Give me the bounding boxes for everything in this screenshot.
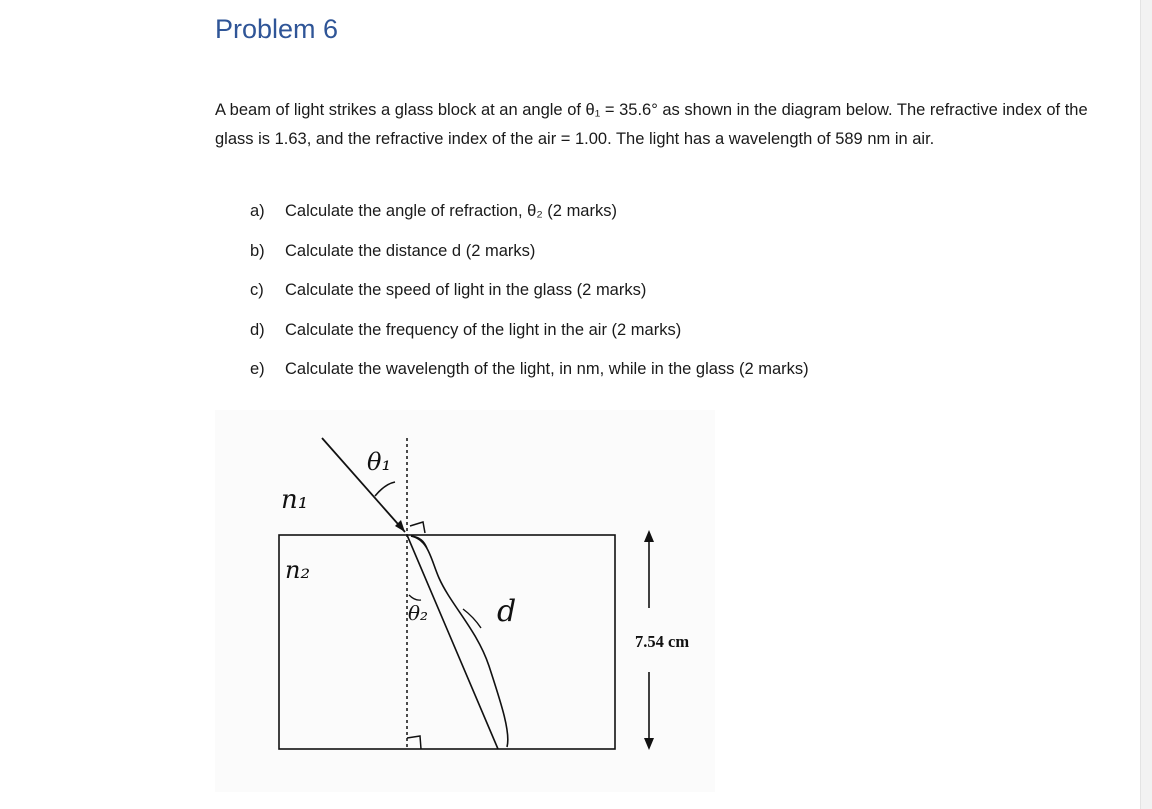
question-item-b: [250, 236, 809, 276]
question-text: Calculate the frequency of the light in the air (2 marks): [285, 320, 682, 339]
question-item-a: [250, 196, 809, 236]
distance-bracket: [411, 536, 508, 747]
question-text: Calculate the distance d (2 marks): [285, 241, 536, 260]
question-letter: a): [250, 202, 265, 220]
glass-block: [279, 535, 615, 749]
question-list: [250, 196, 809, 394]
question-item-d: [250, 315, 809, 355]
height-arrowhead-top: [644, 530, 654, 542]
question-letter: e): [250, 360, 265, 378]
problem-title: Problem 6: [215, 14, 339, 44]
question-letter: c): [250, 281, 264, 299]
question-text: Calculate the angle of refraction, θ₂ (2 marks): [285, 202, 617, 220]
refracted-ray: [407, 535, 498, 749]
bracket-top-hook: [411, 536, 427, 548]
n2-label: n₂: [285, 556, 311, 584]
question-item-e: [250, 354, 809, 394]
theta2-label: θ₂: [408, 601, 429, 625]
theta1-label: θ₁: [367, 448, 392, 476]
right-angle-top: [410, 522, 425, 533]
right-angle-bottom: [407, 736, 421, 749]
question-text: Calculate the wavelength of the light, in nm, while in the glass (2 marks): [285, 360, 809, 378]
question-text: Calculate the speed of light in the glass (2 marks): [285, 281, 647, 299]
theta2-arc: [409, 595, 421, 600]
question-item-c: [250, 275, 809, 315]
incident-ray: [322, 438, 405, 532]
refraction-diagram: [215, 410, 715, 792]
window-edge: [1140, 0, 1152, 809]
question-letter: b): [250, 241, 265, 260]
question-letter: d): [250, 320, 265, 339]
d-label: d: [497, 594, 517, 629]
height-arrowhead-bottom: [644, 738, 654, 750]
d-leader: [463, 609, 481, 628]
diagram-svg: [215, 410, 715, 792]
problem-intro: A beam of light strikes a glass block at an angle of θ₁ = 35.6° as shown in the diagram below. The refractive index of the glass is 1.63, and the refractive index of the air = 1.00. The light has a wavelength of 589 nm in air.: [215, 101, 1088, 148]
n1-label: n₁: [281, 485, 309, 515]
height-label: 7.54 cm: [635, 632, 690, 651]
theta1-arc: [375, 482, 395, 496]
